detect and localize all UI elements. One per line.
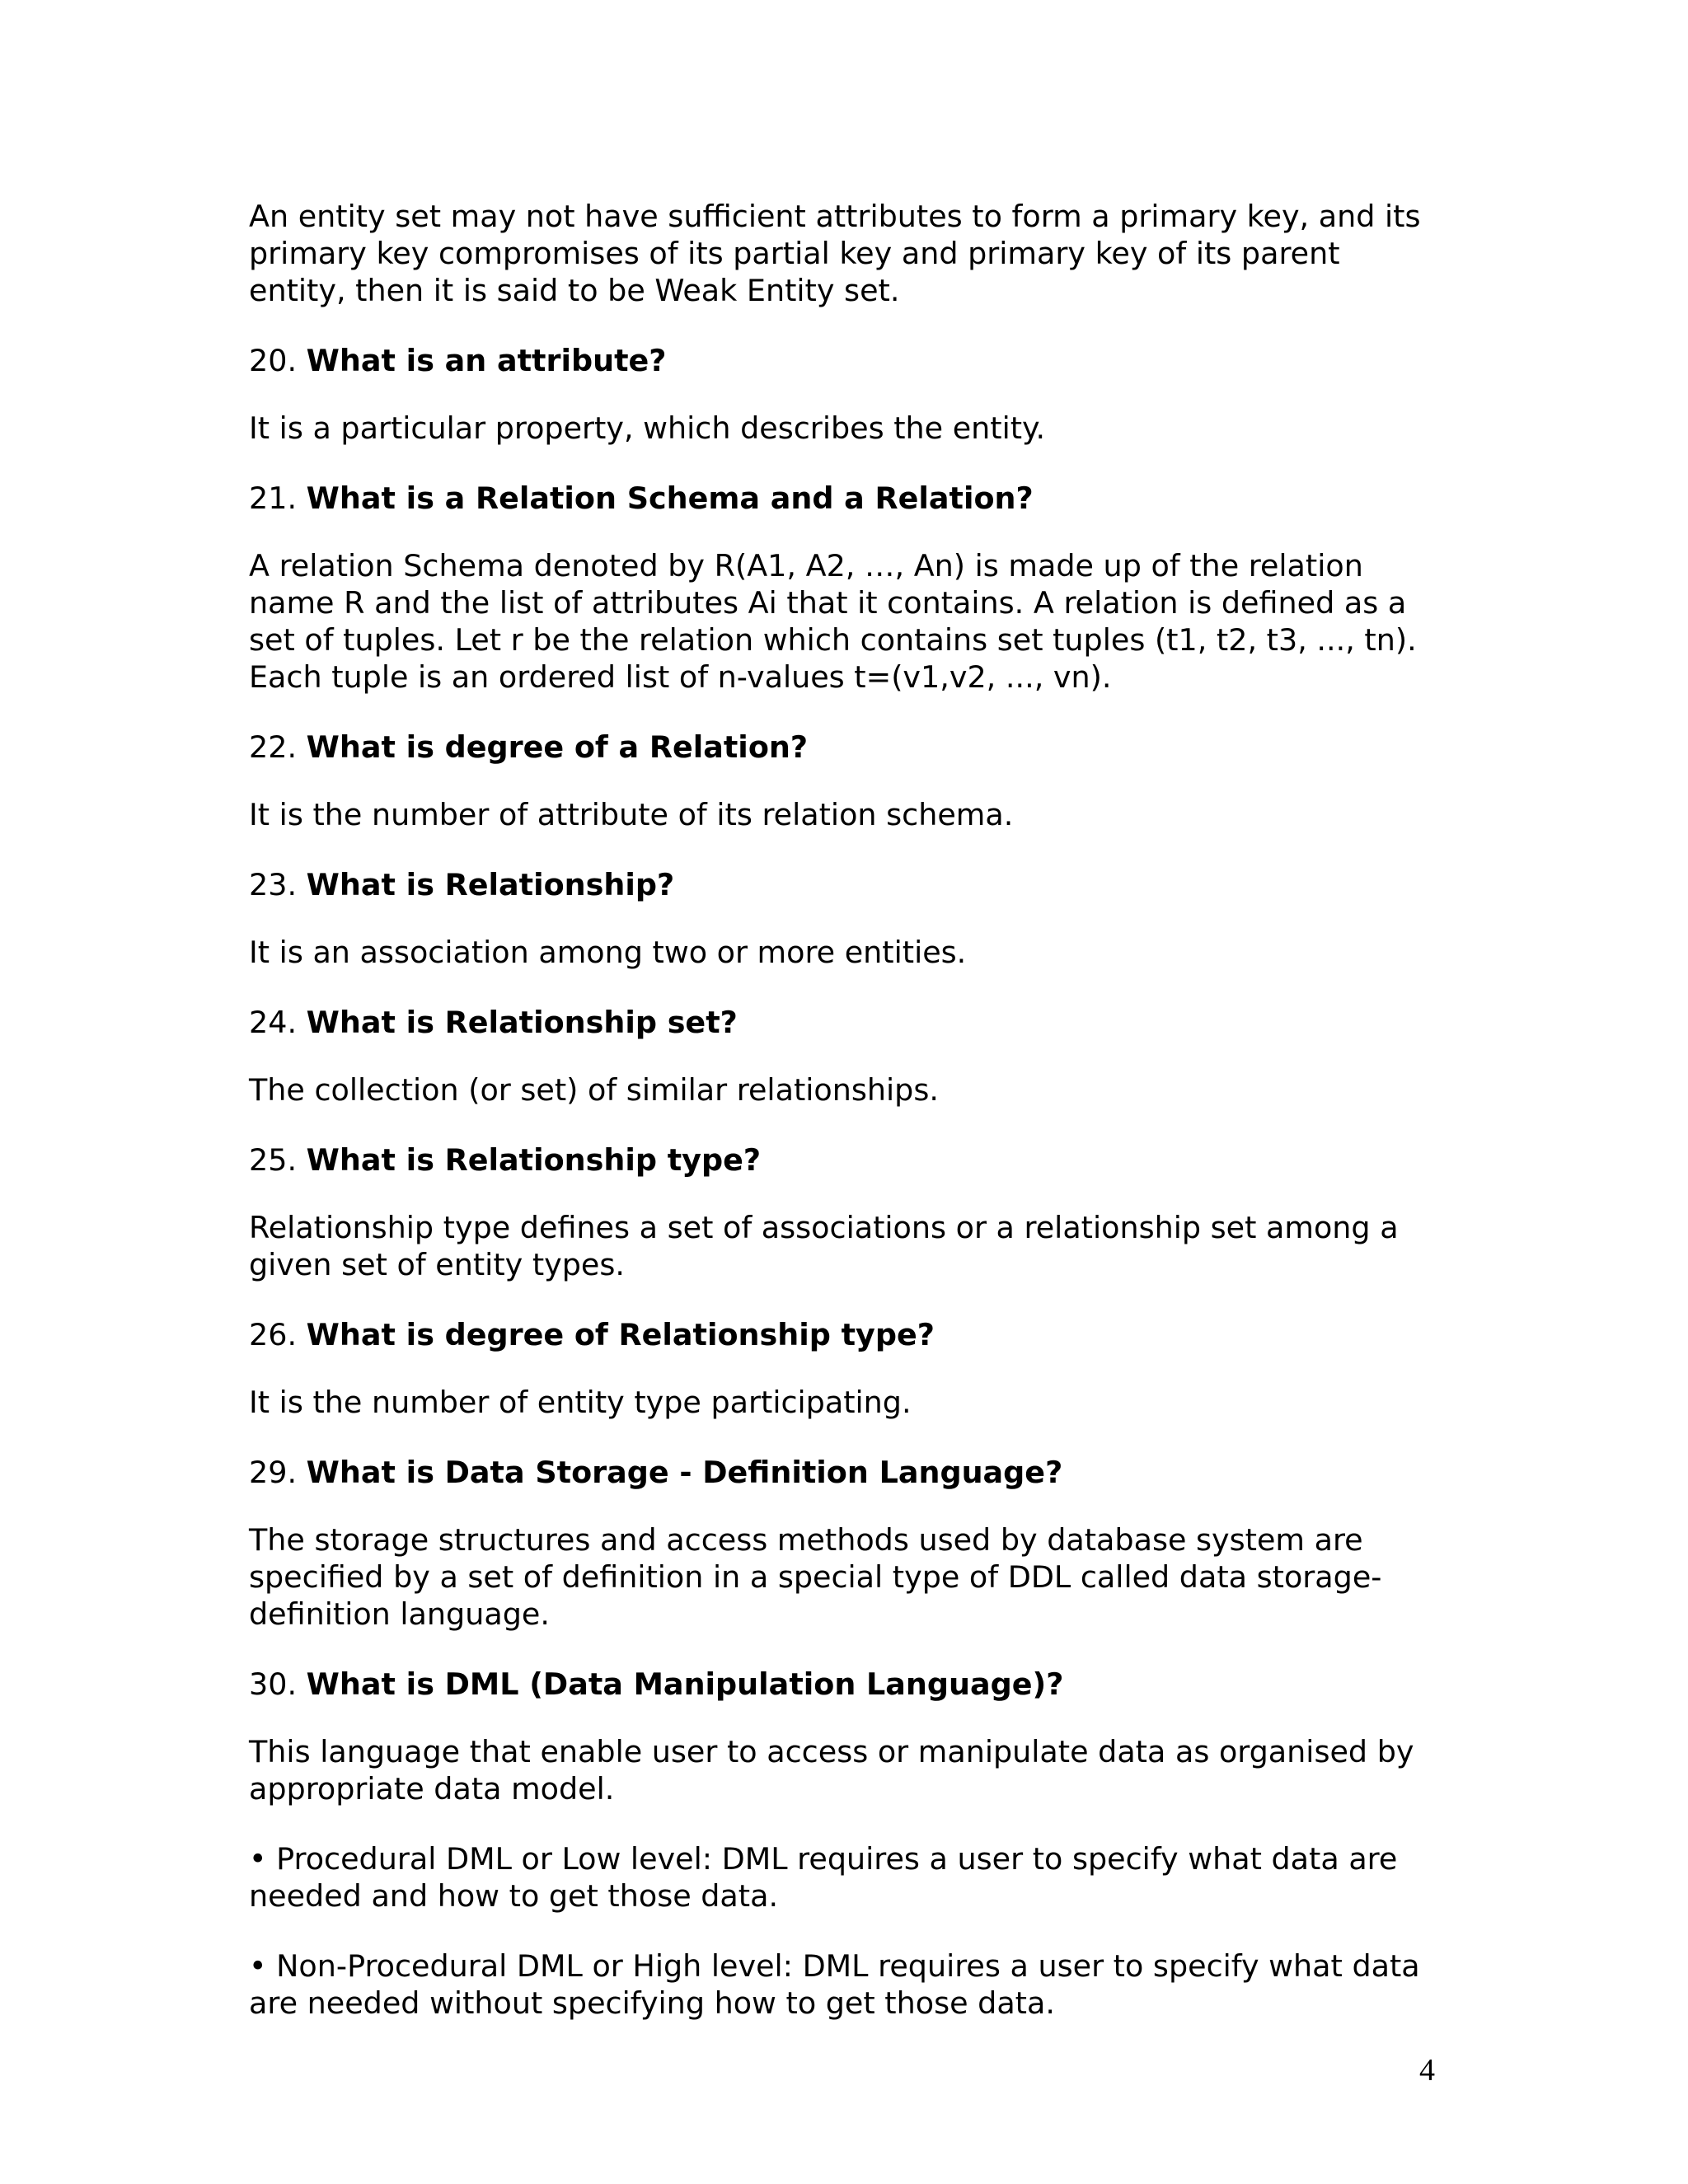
- question-heading: [249, 866, 1444, 903]
- question-block-30: [249, 1666, 1444, 2022]
- question-heading: [249, 480, 1444, 517]
- question-title: What is Relationship type?: [306, 1142, 762, 1178]
- question-title: What is degree of a Relation?: [306, 729, 809, 765]
- question-title: What is degree of Relationship type?: [306, 1317, 935, 1352]
- answer-paragraph: Relationship type defines a set of associations or a relationship set among a given set of entity types.: [249, 1210, 1399, 1282]
- question-heading: [249, 729, 1444, 766]
- page-content: [249, 198, 1444, 2055]
- question-title: What is Data Storage - Definition Language?: [306, 1455, 1063, 1490]
- question-number: 21.: [249, 480, 307, 516]
- question-heading: [249, 342, 1444, 379]
- answer-paragraph: It is the number of entity type participating.: [249, 1385, 912, 1420]
- question-number: 30.: [249, 1666, 307, 1702]
- answer-paragraph: The storage structures and access methods used by database system are specified by a set of definition in a special type of DDL called data storage-definition language.: [249, 1522, 1382, 1632]
- question-number: 23.: [249, 867, 307, 902]
- question-number: 29.: [249, 1455, 307, 1490]
- question-number: 20.: [249, 343, 307, 378]
- answer-paragraph: It is the number of attribute of its relation schema.: [249, 797, 1014, 832]
- bullet-paragraph: • Non-Procedural DML or High level: DML requires a user to specify what data are needed without specifying how to get those data.: [249, 1948, 1420, 2021]
- question-block-20: [249, 342, 1444, 447]
- question-heading: [249, 1666, 1444, 1703]
- question-block-21: [249, 480, 1444, 696]
- question-number: 25.: [249, 1142, 307, 1178]
- question-block-24: [249, 1004, 1444, 1108]
- question-number: 24.: [249, 1005, 307, 1040]
- page-number: 4: [1419, 2053, 1435, 2088]
- question-number: 22.: [249, 729, 307, 765]
- question-title: What is an attribute?: [306, 343, 667, 378]
- question-title: What is Relationship set?: [306, 1005, 738, 1040]
- question-heading: [249, 1316, 1444, 1353]
- intro-paragraph: An entity set may not have sufficient attributes to form a primary key, and its primary key compromises of its partial key and primary key of its parent entity, then it is said to be Weak Entity set.: [249, 199, 1421, 308]
- answer-paragraph: It is an association among two or more entities.: [249, 935, 967, 970]
- question-block-29: [249, 1454, 1444, 1633]
- question-heading: [249, 1454, 1444, 1491]
- answer-paragraph: It is a particular property, which describes the entity.: [249, 410, 1046, 446]
- question-heading: [249, 1141, 1444, 1179]
- question-block-23: [249, 866, 1444, 971]
- answer-paragraph: This language that enable user to access or manipulate data as organised by appropriate data model.: [249, 1734, 1414, 1807]
- question-block-22: [249, 729, 1444, 833]
- bullet-paragraph: • Procedural DML or Low level: DML requires a user to specify what data are needed and how to get those data.: [249, 1841, 1398, 1914]
- question-block-25: [249, 1141, 1444, 1283]
- question-title: What is DML (Data Manipulation Language)?: [306, 1666, 1064, 1702]
- question-title: What is a Relation Schema and a Relation?: [306, 480, 1034, 516]
- question-title: What is Relationship?: [306, 867, 675, 902]
- answer-paragraph: A relation Schema denoted by R(A1, A2, …, An) is made up of the relation name R and the list of attributes Ai that it contains. A relation is defined as a set of tuples. Let r be the relation which contains set tuples (t1, t2, t3, ..., tn). Each tuple is an ordered list of n-values t=(v1,v2, ..., vn).: [249, 548, 1417, 695]
- question-heading: [249, 1004, 1444, 1041]
- question-number: 26.: [249, 1317, 307, 1352]
- answer-paragraph: The collection (or set) of similar relationships.: [249, 1072, 939, 1108]
- question-block-26: [249, 1316, 1444, 1421]
